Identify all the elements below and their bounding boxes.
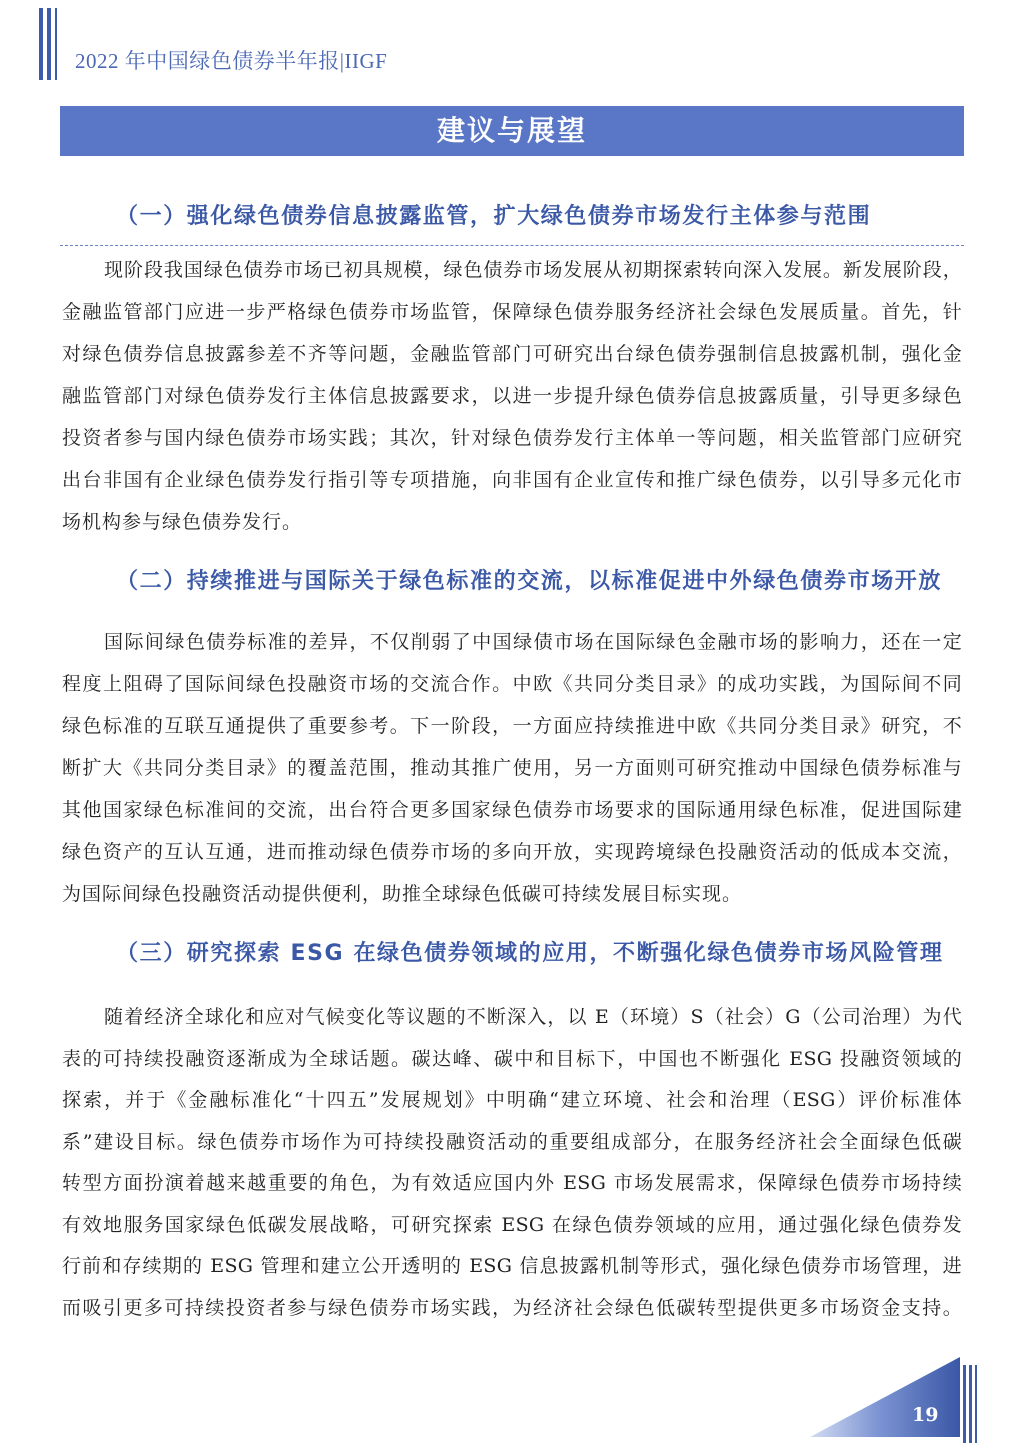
paragraph-line: 探索，并于《金融标准化“十四五”发展规划》中明确“建立环境、社会和治理（ESG）评价标准体 <box>62 1089 962 1111</box>
paragraph-line: 绿色标准的互联互通提供了重要参考。下一阶段，一方面应持续推进中欧《共同分类目录》研究，不 <box>62 715 962 737</box>
paragraph-line: 表的可持续投融资逐渐成为全球话题。碳达峰、碳中和目标下，中国也不断强化 ESG 投融资领域的 <box>62 1047 962 1070</box>
paragraph-line: 其他国家绿色标准间的交流，出台符合更多国家绿色债券市场要求的国际通用绿色标准，促进国际建 <box>62 799 962 821</box>
paragraph-line: 断扩大《共同分类目录》的覆盖范围，推动其推广使用，另一方面则可研究推动中国绿色债券标准与 <box>62 757 962 779</box>
header-accent-bar <box>55 8 57 80</box>
section-3-paragraph <box>62 997 962 1329</box>
header-accent-bar <box>47 8 51 80</box>
section-2-paragraph <box>62 621 962 915</box>
paragraph-line: 投资者参与国内绿色债券市场实践；其次，针对绿色债券发行主体单一等问题，相关监管部门应研究 <box>62 427 962 449</box>
paragraph-line: 融监管部门对绿色债券发行主体信息披露要求，以进一步提升绿色债券信息披露质量，引导更多绿色 <box>62 385 962 407</box>
paragraph-line: 对绿色债券信息披露参差不齐等问题，金融监管部门可研究出台绿色债券强制信息披露机制，强化金 <box>62 343 962 365</box>
dashed-divider <box>60 245 964 246</box>
paragraph-line: 转型方面扮演着越来越重要的角色，为有效适应国内外 ESG 市场发展需求，保障绿色债券市场持续 <box>62 1172 962 1194</box>
section-heading: （三）研究探索 ESG 在绿色债券领域的应用，不断强化绿色债券市场风险管理 <box>116 941 944 966</box>
paragraph-line: 程度上阻碍了国际间绿色投融资市场的交流合作。中欧《共同分类目录》的成功实践，为国际间不同 <box>62 673 962 695</box>
footer-accent-bar <box>969 1365 972 1443</box>
paragraph-line: 金融监管部门应进一步严格绿色债券市场监管，保障绿色债券服务经济社会绿色发展质量。首先，针 <box>62 301 962 323</box>
footer-accent-bar <box>963 1365 966 1443</box>
paragraph-line: 现阶段我国绿色债券市场已初具规模，绿色债券市场发展从初期探索转向深入发展。新发展阶段， <box>104 259 962 281</box>
chapter-title: 建议与展望 <box>436 114 587 147</box>
report-title: 2022 年中国绿色债券半年报|IIGF <box>75 49 388 73</box>
footer-triangle-decoration <box>800 1350 1024 1443</box>
page-number: 19 <box>912 1404 939 1426</box>
chapter-banner <box>60 106 964 156</box>
footer-accent-bar <box>975 1365 977 1443</box>
paragraph-line: 行前和存续期的 ESG 管理和建立公开透明的 ESG 信息披露机制等形式，强化绿色债券市场管理，进 <box>62 1255 962 1277</box>
paragraph-line: 系”建设目标。绿色债券市场作为可持续投融资活动的重要组成部分，在服务经济社会全面绿色低碳 <box>62 1130 962 1153</box>
paragraph-line: 而吸引更多可持续投资者参与绿色债券市场实践，为经济社会绿色低碳转型提供更多市场资金支持。 <box>62 1296 962 1319</box>
paragraph-line: 国际间绿色债券标准的差异，不仅削弱了中国绿债市场在国际绿色金融市场的影响力，还在一定 <box>104 631 962 653</box>
paragraph-line: 出台非国有企业绿色债券发行指引等专项措施，向非国有企业宣传和推广绿色债券，以引导多元化市 <box>62 469 962 491</box>
paragraph-line: 场机构参与绿色债券发行。 <box>62 511 303 533</box>
paragraph-line: 随着经济全球化和应对气候变化等议题的不断深入，以 E（环境）S（社会）G（公司治理）为代 <box>104 1006 962 1028</box>
paragraph-line: 为国际间绿色投融资活动提供便利，助推全球绿色低碳可持续发展目标实现。 <box>62 883 743 905</box>
section-heading: （一）强化绿色债券信息披露监管，扩大绿色债券市场发行主体参与范围 <box>116 204 872 229</box>
header-accent-bar <box>39 8 43 80</box>
paragraph-line: 有效地服务国家绿色低碳发展战略，可研究探索 ESG 在绿色债券领域的应用，通过强化绿色债券发 <box>62 1213 962 1236</box>
paragraph-line: 绿色资产的互认互通，进而推动绿色债券市场的多向开放，实现跨境绿色投融资活动的低成本交流， <box>62 841 962 863</box>
section-heading: （二）持续推进与国际关于绿色标准的交流，以标准促进中外绿色债券市场开放 <box>116 569 943 594</box>
section-1-paragraph <box>62 249 962 543</box>
